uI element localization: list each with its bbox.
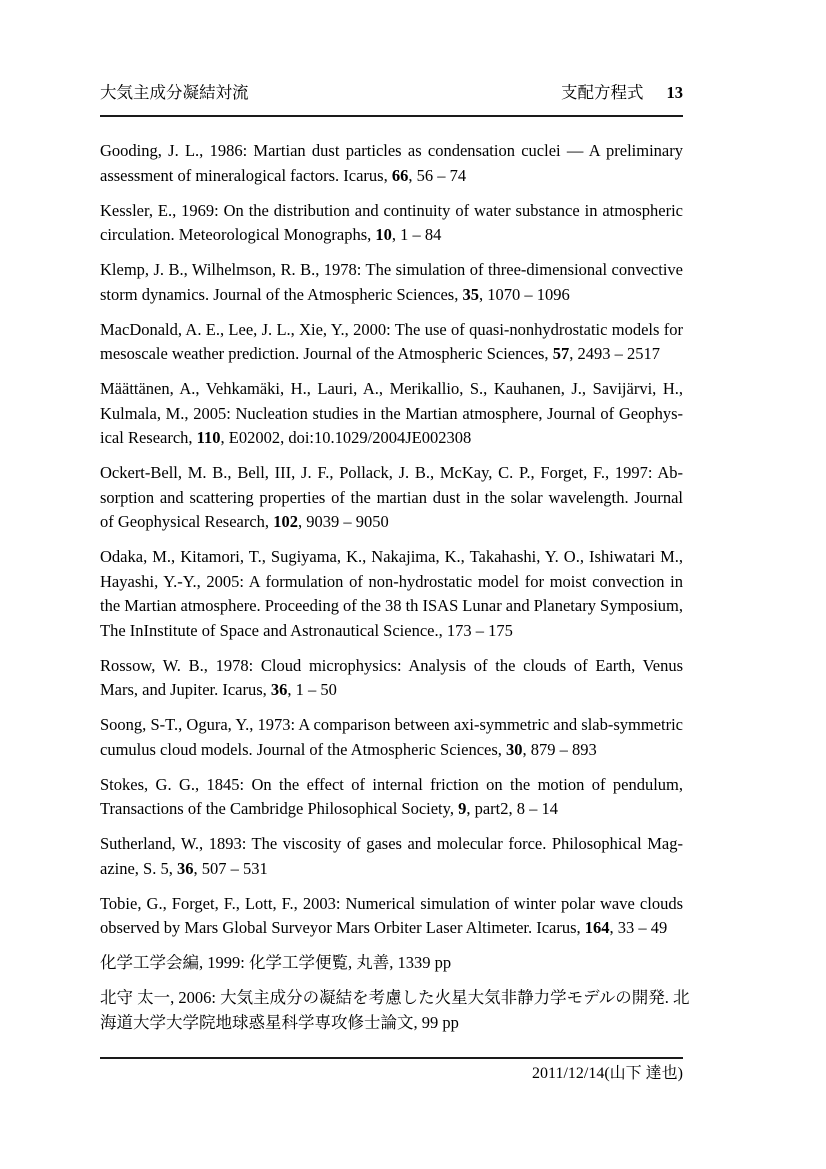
reference-line: Kulmala, M., 2005: Nucleation studies in the Martian atmosphere, Journal of Geophys- xyxy=(100,403,683,423)
page-number: 13 xyxy=(666,83,683,102)
reference-line: the Martian atmosphere. Proceeding of the 38 th ISAS Lunar and Planetary Symposium, xyxy=(100,596,683,615)
reference-line: circulation. Meteorological Monographs, 10, 1 – 84 xyxy=(100,225,442,244)
header-section-title: 支配方程式 xyxy=(561,83,644,102)
reference-entry xyxy=(100,461,683,535)
reference-entry xyxy=(100,773,683,822)
reference-entry xyxy=(100,986,690,1035)
reference-line: Tobie, G., Forget, F., Lott, F., 2003: Numerical simulation of winter polar wave clouds xyxy=(100,893,683,913)
reference-line: Kessler, E., 1969: On the distribution and continuity of water substance in atmospheric xyxy=(100,200,683,220)
reference-line: 海道大学大学院地球惑星科学専攻修士論文, 99 pp xyxy=(100,1012,459,1032)
reference-line: cumulus cloud models. Journal of the Atmospheric Sciences, 30, 879 – 893 xyxy=(100,739,597,759)
reference-line: Transactions of the Cambridge Philosophical Society, 9, part2, 8 – 14 xyxy=(100,799,558,818)
footer-date-author: 2011/12/14(山下 達也) xyxy=(532,1065,683,1082)
reference-line: ical Research, 110, E02002, doi:10.1029/2004JE002308 xyxy=(100,428,472,447)
reference-line: Ockert-Bell, M. B., Bell, III, J. F., Pollack, J. B., McKay, C. P., Forget, F., 1997: Ab- xyxy=(100,463,683,482)
reference-line: Mars, and Jupiter. Icarus, 36, 1 – 50 xyxy=(100,680,337,699)
reference-entry xyxy=(100,654,683,703)
reference-line: sorption and scattering properties of the martian dust in the solar wavelength. Journal xyxy=(100,487,683,507)
reference-line: assessment of mineralogical factors. Icarus, 66, 56 – 74 xyxy=(100,165,467,185)
reference-entry xyxy=(100,713,683,762)
reference-entry xyxy=(100,139,683,188)
reference-line: Hayashi, Y.-Y., 2005: A formulation of non-hydrostatic model for moist convection in xyxy=(100,571,683,591)
header-rule xyxy=(100,115,683,117)
reference-line: Määttänen, A., Vehkamäki, H., Lauri, A., Merikallio, S., Kauhanen, J., Savijärvi, H., xyxy=(100,379,683,398)
reference-entry xyxy=(100,545,683,643)
reference-line: Sutherland, W., 1893: The viscosity of gases and molecular force. Philosophical Mag- xyxy=(100,834,683,853)
reference-line: mesoscale weather prediction. Journal of the Atmospheric Sciences, 57, 2493 – 2517 xyxy=(100,344,660,363)
reference-line: MacDonald, A. E., Lee, J. L., Xie, Y., 2000: The use of quasi-nonhydrostatic models for xyxy=(100,319,683,339)
reference-line: of Geophysical Research, 102, 9039 – 9050 xyxy=(100,512,389,531)
page-header xyxy=(100,81,683,106)
header-left-title: 大気主成分凝結対流 xyxy=(100,83,249,102)
reference-line: Stokes, G. G., 1845: On the effect of internal friction on the motion of pendulum, xyxy=(100,774,683,794)
reference-line: azine, S. 5, 36, 507 – 531 xyxy=(100,858,268,878)
reference-entry xyxy=(100,951,683,976)
header-right-group xyxy=(561,81,683,106)
reference-entry xyxy=(100,832,683,881)
reference-line: Soong, S-T., Ogura, Y., 1973: A comparison between axi-symmetric and slab-symmetric xyxy=(100,715,683,734)
reference-line: Klemp, J. B., Wilhelmson, R. B., 1978: The simulation of three-dimensional convective xyxy=(100,260,683,279)
footer-rule xyxy=(100,1057,683,1059)
reference-line: Odaka, M., Kitamori, T., Sugiyama, K., Nakajima, K., Takahashi, Y. O., Ishiwatari M., xyxy=(100,547,683,566)
reference-entry xyxy=(100,318,683,367)
reference-entry xyxy=(100,258,683,307)
references-list xyxy=(100,139,690,1035)
reference-line: storm dynamics. Journal of the Atmospheric Sciences, 35, 1070 – 1096 xyxy=(100,284,570,304)
reference-line: 北守 太一, 2006: 大気主成分の凝結を考慮した火星大気非静力学モデルの開発. 北 xyxy=(100,988,690,1007)
reference-entry xyxy=(100,377,683,451)
reference-line: Rossow, W. B., 1978: Cloud microphysics: Analysis of the clouds of Earth, Venus xyxy=(100,655,683,675)
reference-line: observed by Mars Global Surveyor Mars Orbiter Laser Altimeter. Icarus, 164, 33 – 49 xyxy=(100,918,668,937)
reference-line: Gooding, J. L., 1986: Martian dust particles as condensation cuclei — A preliminary xyxy=(100,141,683,160)
reference-line: The InInstitute of Space and Astronautical Science., 173 – 175 xyxy=(100,620,513,640)
reference-line: 化学工学会編, 1999: 化学工学便覧, 丸善, 1339 pp xyxy=(100,953,452,972)
reference-entry xyxy=(100,199,683,248)
page-footer xyxy=(100,1062,683,1086)
reference-entry xyxy=(100,892,683,941)
